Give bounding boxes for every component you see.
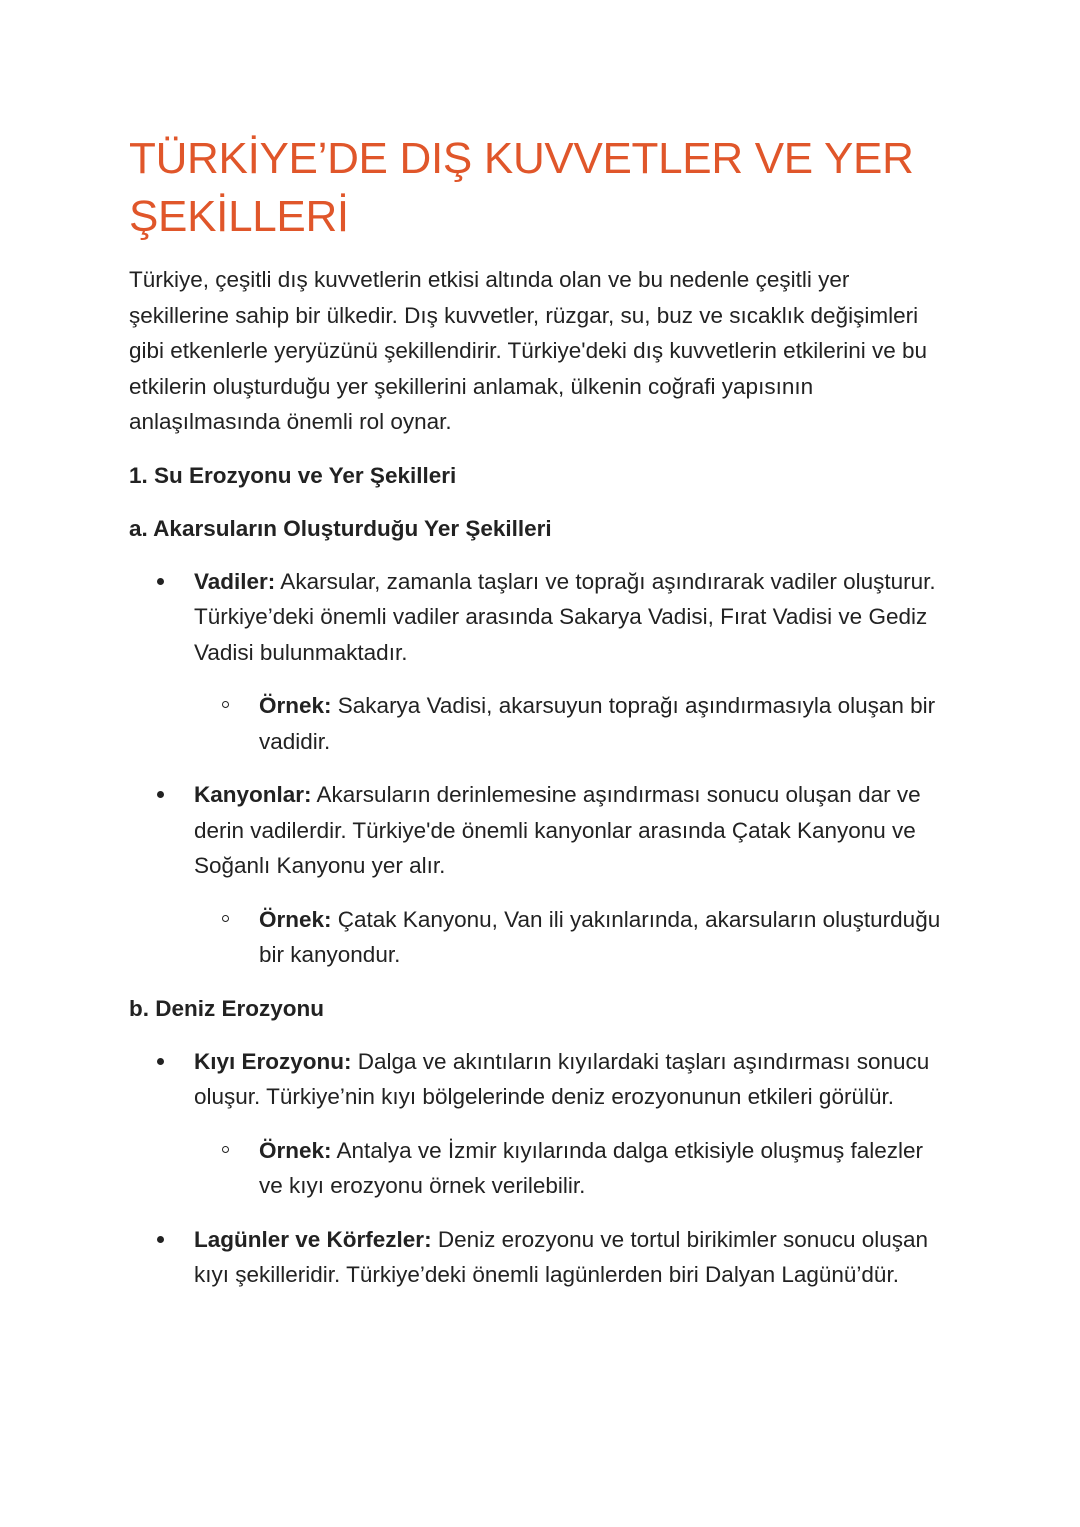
hollow-bullet-icon	[222, 1146, 229, 1153]
intro-paragraph: Türkiye, çeşitli dış kuvvetlerin etkisi altında olan ve bu nedenle çeşitli yer şekillerine sahip bir ülkedir. Dış kuvvetler, rüzgar, su, buz ve sıcaklık değişimleri gibi etkenlerle yeryüzünü şekillendirir. Türkiye'deki dış kuvvetlerin etkilerini ve bu etkilerin oluşturduğu yer şekillerini anlamak, ülkenin coğrafi yapısının anlaşılmasında önemli rol oynar.	[129, 267, 928, 434]
example-text: Sakarya Vadisi, akarsuyun toprağı aşındırmasıyla oluşan bir vadidir.	[259, 693, 936, 754]
list-item-lagunler	[129, 1222, 949, 1293]
hollow-bullet-icon	[222, 915, 229, 922]
bullet-list-akarsular	[129, 564, 949, 973]
subsection-heading-akarsular: a. Akarsuların Oluşturduğu Yer Şekilleri	[129, 515, 552, 541]
hollow-bullet-icon	[222, 701, 229, 708]
section-heading-su-erozyonu: 1. Su Erozyonu ve Yer Şekilleri	[129, 462, 457, 488]
item-text: Akarsular, zamanla taşları ve toprağı aşındırarak vadiler oluşturur. Türkiye’deki önemli vadiler arasında Sakarya Vadisi, Fırat Vadisi ve Gediz Vadisi bulunmaktadır.	[194, 568, 936, 665]
example-text: Çatak Kanyonu, Van ili yakınlarında, akarsuların oluşturduğu bir kanyondur.	[259, 906, 941, 967]
example-item	[194, 1133, 949, 1204]
term-label: Vadiler:	[194, 568, 276, 594]
bullet-dot-icon	[157, 1236, 164, 1243]
list-item-kanyonlar	[129, 777, 949, 973]
list-item-kiyi-erozyonu	[129, 1044, 949, 1204]
term-label: Kanyonlar:	[194, 782, 312, 807]
example-item	[194, 902, 949, 973]
example-item	[194, 688, 949, 759]
example-label: Örnek:	[259, 1137, 332, 1163]
term-label: Kıyı Erozyonu:	[194, 1048, 352, 1074]
example-text: Antalya ve İzmir kıyılarında dalga etkisiyle oluşmuş falezler ve kıyı erozyonu örnek verilebilir.	[259, 1137, 924, 1198]
subsection-heading-deniz-erozyonu: b. Deniz Erozyonu	[129, 995, 325, 1021]
bullet-dot-icon	[157, 1058, 164, 1065]
example-label: Örnek:	[259, 693, 332, 718]
item-text: Dalga ve akıntıların kıyılardaki taşları aşındırması sonucu oluşur. Türkiye’nin kıyı bölgelerinde deniz erozyonunun etkileri görülür.	[194, 1048, 930, 1109]
bullet-dot-icon	[157, 578, 164, 585]
document-page	[129, 130, 949, 1311]
item-text: Akarsuların derinlemesine aşındırması sonucu oluşan dar ve derin vadilerdir. Türkiye'de önemli kanyonlar arasında Çatak Kanyonu ve Soğanlı Kanyonu yer alır.	[194, 782, 921, 878]
item-text: Deniz erozyonu ve tortul birikimler sonucu oluşan kıyı şekilleridir. Türkiye’deki önemli lagünlerden biri Dalyan Lagünü’dür.	[194, 1226, 929, 1287]
bullet-dot-icon	[157, 791, 164, 798]
bullet-list-deniz	[129, 1044, 949, 1293]
list-item-vadiler	[129, 564, 949, 760]
example-label: Örnek:	[259, 906, 332, 932]
document-title: TÜRKİYE’DE DIŞ KUVVETLER VE YER ŞEKİLLERİ	[129, 134, 914, 241]
term-label: Lagünler ve Körfezler:	[194, 1226, 432, 1252]
